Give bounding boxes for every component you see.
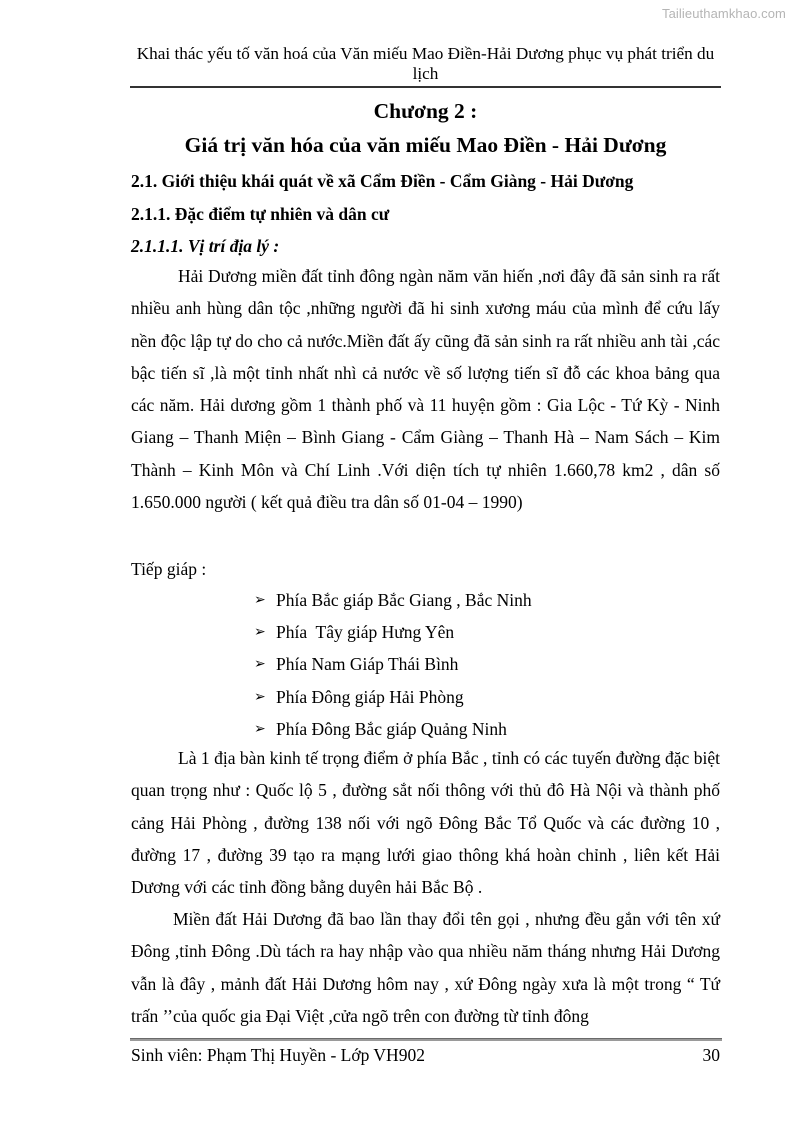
chapter-label: Chương 2 : bbox=[373, 99, 478, 123]
arrowhead-bullet-icon: ➢ bbox=[254, 720, 266, 737]
page-footer bbox=[131, 1044, 720, 1066]
list-item-text: Phía Nam Giáp Thái Bình bbox=[276, 654, 459, 675]
paragraph-history bbox=[131, 903, 720, 1032]
paragraph-text: Là 1 địa bàn kinh tế trọng điểm ở phía Bắc , tỉnh có các tuyến đường đặc biệt quan trọng như : Quốc lộ 5 , đường sắt nối thông với thủ đô Hà Nội và thành phố cảng Hải Phòng , đường 138 nối với ngõ Đông Bắc Tổ Quốc và các đường 10 , đường 17 , đường 39 tạo ra mạng lưới giao thông khá hoàn chỉnh , liên kết Hải Dương với các tỉnh đồng bằng duyên hải Bắc Bộ . bbox=[131, 748, 720, 898]
arrowhead-bullet-icon: ➢ bbox=[254, 592, 266, 609]
list-item-text: Phía Bắc giáp Bắc Giang , Bắc Ninh bbox=[276, 590, 532, 611]
section-heading-2-1-1-1: 2.1.1.1. Vị trí địa lý : bbox=[131, 236, 280, 256]
list-item bbox=[254, 648, 532, 680]
arrowhead-bullet-icon: ➢ bbox=[254, 688, 266, 705]
list-item bbox=[254, 616, 532, 648]
list-item-text: Phía Đông giáp Hải Phòng bbox=[276, 686, 464, 707]
watermark: Tailieuthamkhao.com bbox=[661, 6, 786, 21]
borders-label: Tiếp giáp : bbox=[131, 559, 207, 579]
page-number: 30 bbox=[702, 1045, 720, 1065]
paragraph-intro bbox=[131, 260, 720, 518]
running-header: Khai thác yếu tố văn hoá của Văn miếu Mao Điền-Hải Dương phục vụ phát triển du lịch bbox=[136, 44, 715, 83]
header-divider bbox=[130, 86, 721, 88]
paragraph-text: Hải Dương miền đất tỉnh đông ngàn năm văn hiến ,nơi đây đã sản sinh ra rất nhiều anh hùng dân tộc ,những người đã hi sinh xương máu của mình để cứu lấy nền độc lập tự do cho cả nước.Miền đất ấy cũng đã sản sinh ra rất nhiều anh tài ,các bậc tiến sĩ ,là một tỉnh nhất nhì cả nước về số lượng tiến sĩ đỗ các khoa bảng qua các năm. Hải dương gồm 1 thành phố và 11 huyện gồm : Gia Lộc - Tứ Kỳ - Ninh Giang – Thanh Miện – Bình Giang - Cẩm Giàng – Thanh Hà – Nam Sách – Kim Thành – Kinh Môn và Chí Linh .Với diện tích tự nhiên 1.660,78 km2 , dân số 1.650.000 người ( kết quả điều tra dân số 01-04 – 1990) bbox=[131, 266, 720, 513]
footer-author: Sinh viên: Phạm Thị Huyền - Lớp VH902 bbox=[131, 1045, 425, 1065]
section-heading-2-1: 2.1. Giới thiệu khái quát về xã Cẩm Điền - Cẩm Giàng - Hải Dương bbox=[131, 171, 634, 191]
arrowhead-bullet-icon: ➢ bbox=[254, 624, 266, 641]
footer-divider bbox=[130, 1038, 722, 1041]
list-item-text: Phía Đông Bắc giáp Quảng Ninh bbox=[276, 718, 507, 739]
list-item bbox=[254, 584, 532, 616]
arrowhead-bullet-icon: ➢ bbox=[254, 656, 266, 673]
list-item bbox=[254, 713, 532, 745]
chapter-title: Giá trị văn hóa của văn miếu Mao Điền - Hải Dương bbox=[184, 133, 667, 157]
borders-list bbox=[254, 584, 532, 745]
paragraph-transport bbox=[131, 742, 720, 903]
section-heading-2-1-1: 2.1.1. Đặc điểm tự nhiên và dân cư bbox=[131, 204, 390, 224]
paragraph-text: Miền đất Hải Dương đã bao lần thay đổi tên gọi , nhưng đều gắn với tên xứ Đông ,tỉnh Đông .Dù tách ra hay nhập vào qua nhiều năm tháng nhưng Hải Dương vẫn là đây , mảnh đất Hải Dương hôm nay , xứ Đông ngày xưa là một trong “ Tứ trấn ’’của quốc gia Đại Việt ,cửa ngõ trên con đường từ tỉnh đông bbox=[131, 909, 720, 1026]
list-item-text: Phía Tây giáp Hưng Yên bbox=[276, 622, 455, 643]
list-item bbox=[254, 681, 532, 713]
